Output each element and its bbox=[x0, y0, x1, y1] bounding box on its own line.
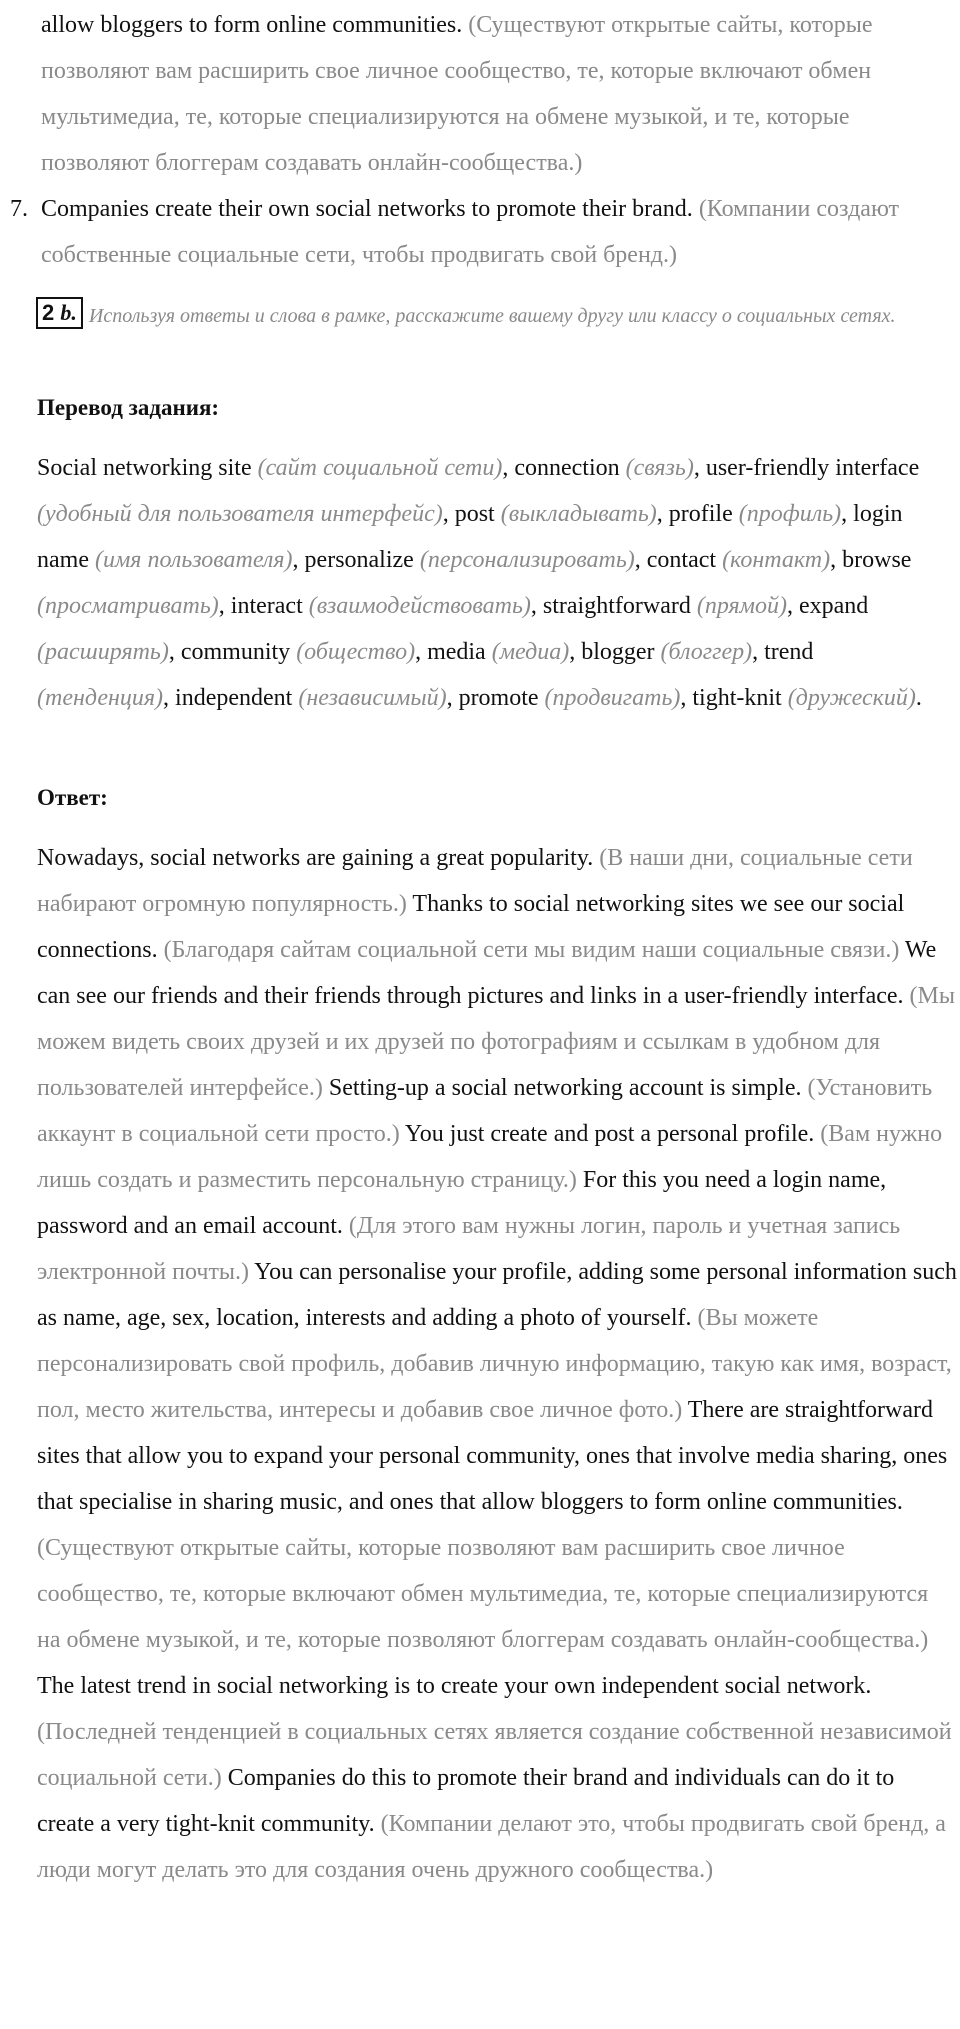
word-russian: (сайт социальной сети) bbox=[257, 455, 503, 481]
word-russian: (имя пользователя) bbox=[94, 547, 293, 573]
task-badge-number: 2 bbox=[42, 300, 55, 325]
word-english: Social networking site bbox=[37, 455, 252, 481]
word-english: independent bbox=[175, 685, 293, 711]
answer-sentence-russian: (Установить аккаунт в социальной сети просто.) bbox=[37, 1075, 933, 1147]
word-english: straightforward bbox=[542, 593, 691, 619]
word-russian: (общество) bbox=[296, 639, 416, 665]
word-english: tight-knit bbox=[692, 685, 782, 711]
word-english: connection bbox=[514, 455, 620, 481]
answer-sentence-english: For this you need a login name, password and an email account. bbox=[37, 1167, 887, 1239]
word-russian: (дружеский) bbox=[787, 685, 916, 711]
word-entry bbox=[692, 685, 915, 711]
answer-sentence-english: Thanks to social networking sites we see our social connections. bbox=[37, 891, 905, 963]
task-badge-letter: b. bbox=[60, 300, 77, 325]
word-entry bbox=[669, 501, 841, 527]
word-entry bbox=[231, 593, 531, 619]
answer-sentence-english: Companies do this to promote their brand and individuals can do it to create a very tight-knit community. bbox=[37, 1765, 895, 1837]
word-entry bbox=[181, 639, 415, 665]
answer-sentence-russian: (Вам нужно лишь создать и разместить персональную страницу.) bbox=[37, 1121, 943, 1193]
word-entry bbox=[455, 501, 657, 527]
answer-sentence-english: You just create and post a personal profile. bbox=[404, 1121, 815, 1147]
word-english: profile bbox=[668, 501, 733, 527]
answer-sentence-russian: (Последней тенденцией в социальных сетях является создание собственной независимой социальной сети.) bbox=[37, 1719, 952, 1791]
answer-sentence-russian: (В наши дни, социальные сети набирают огромную популярность.) bbox=[37, 845, 913, 917]
answer-sentence-russian: (Для этого вам нужны логин, пароль и учетная запись электронной почты.) bbox=[37, 1213, 901, 1285]
top-paragraph-russian: (Существуют открытые сайты, которые позволяют вам расширить свое личное сообщество, те, которые включают обмен мультимедиа, те, которые специализируются на обмене музыкой, и те, которые позволяют блоггерам создавать онлайн-сообщества.) bbox=[41, 12, 873, 176]
top-paragraph-english: allow bloggers to form online communities. bbox=[41, 12, 463, 38]
answer-heading: Ответ: bbox=[37, 785, 108, 810]
answer-sentence-english: You can personalise your profile, adding some personal information such as name, age, sex, location, interests and adding a photo of yourself. bbox=[37, 1259, 957, 1331]
word-english: media bbox=[427, 639, 486, 665]
word-russian: (контакт) bbox=[722, 547, 831, 573]
answer-sentence-english: There are straightforward sites that allow you to expand your personal community, ones that involve media sharing, ones that specialise in sharing music, and ones that allow bloggers to form online communities. bbox=[37, 1397, 948, 1515]
word-entry bbox=[459, 685, 681, 711]
word-russian: (удобный для пользователя интерфейс) bbox=[37, 501, 443, 527]
answer-sentence-russian: (Благодаря сайтам социальной сети мы видим наши социальные связи.) bbox=[163, 937, 900, 963]
word-english: trend bbox=[764, 639, 814, 665]
answer-sentence-english: We can see our friends and their friends through pictures and links in a user-friendly interface. bbox=[37, 937, 937, 1009]
word-english: expand bbox=[798, 593, 869, 619]
item-7 bbox=[41, 186, 921, 278]
answer-text bbox=[37, 835, 957, 1893]
task-text: Используя ответы и слова в рамке, расскажите вашему другу или классу о социальных сетях. bbox=[88, 305, 896, 327]
word-english: blogger bbox=[581, 639, 655, 665]
answer-sentence-russian: (Мы можем видеть своих друзей и их друзей по фотографиям и ссылкам в удобном для пользователей интерфейсе.) bbox=[37, 983, 956, 1101]
word-entry bbox=[581, 639, 752, 665]
word-entry bbox=[647, 547, 830, 573]
answer-sentence-english: Setting-up a social networking account is simple. bbox=[328, 1075, 802, 1101]
word-english: post bbox=[454, 501, 495, 527]
word-english: interact bbox=[230, 593, 303, 619]
word-entry bbox=[175, 685, 447, 711]
answer-sentence-english: The latest trend in social networking is to create your own independent social network. bbox=[37, 1673, 872, 1699]
word-list: Social networking site (сайт социальной сети), connection (связь), user-friendly interface (удобный для пользователя интерфейс), post (выкладывать), profile (профиль), login name (имя пользователя), personalize (персонализировать), contact (контакт), browse (просматривать), interact (взаимодействовать), straightforward (прямой), expand (расширять), community (общество), media (медиа), blogger (блоггер), trend (тенденция), independent (независимый), promote (продвигать), tight-knit (дружеский). bbox=[37, 455, 922, 711]
word-russian: (профиль) bbox=[738, 501, 842, 527]
word-russian: (медиа) bbox=[491, 639, 570, 665]
word-english: promote bbox=[458, 685, 539, 711]
word-entry bbox=[543, 593, 787, 619]
word-entry bbox=[427, 639, 569, 665]
word-entry bbox=[37, 455, 502, 481]
item-7-english: Companies create their own social networks to promote their brand. bbox=[41, 196, 693, 222]
item-number: 7. bbox=[10, 196, 28, 222]
answer-sentence-russian: (Вы можете персонализировать свой профиль, добавив личную информацию, такую как имя, возраст, пол, место жительства, интересы и добавив свое личное фото.) bbox=[37, 1305, 952, 1423]
item-7-russian: (Компании создают собственные социальные сети, чтобы продвигать свой бренд.) bbox=[41, 196, 900, 268]
word-russian: (продвигать) bbox=[544, 685, 681, 711]
word-russian: (прямой) bbox=[696, 593, 787, 619]
answer-sentence-english: Nowadays, social networks are gaining a great popularity. bbox=[37, 845, 594, 871]
task-instruction bbox=[36, 294, 916, 338]
word-entry bbox=[514, 455, 693, 481]
task-badge bbox=[36, 297, 83, 329]
word-russian: (тенденция) bbox=[37, 685, 164, 711]
answer-sentence-russian: (Существуют открытые сайты, которые позволяют вам расширить свое личное сообщество, те, которые включают обмен мультимедиа, те, которые специализируются на обмене музыкой, и те, которые позволяют блоггерам создавать онлайн-сообщества.) bbox=[37, 1535, 929, 1653]
word-english: user-friendly interface bbox=[705, 455, 920, 481]
word-english: community bbox=[180, 639, 291, 665]
word-english: contact bbox=[646, 547, 717, 573]
word-russian: (персонализировать) bbox=[419, 547, 635, 573]
answer-sentence-russian: (Компании делают это, чтобы продвигать свой бренд, а люди могут делать это для создания очень дружного сообщества.) bbox=[37, 1811, 946, 1883]
word-russian: (расширять) bbox=[37, 639, 169, 665]
word-russian: (просматривать) bbox=[37, 593, 219, 619]
word-english: personalize bbox=[304, 547, 414, 573]
word-russian: (выкладывать) bbox=[500, 501, 657, 527]
word-entry bbox=[305, 547, 635, 573]
word-english: login name bbox=[37, 501, 903, 573]
word-russian: (блоггер) bbox=[660, 639, 753, 665]
top-paragraph bbox=[41, 2, 921, 186]
word-english: browse bbox=[842, 547, 912, 573]
word-russian: (взаимодействовать) bbox=[308, 593, 531, 619]
translation-heading: Перевод задания: bbox=[37, 395, 220, 420]
word-russian: (независимый) bbox=[298, 685, 447, 711]
word-russian: (связь) bbox=[625, 455, 694, 481]
